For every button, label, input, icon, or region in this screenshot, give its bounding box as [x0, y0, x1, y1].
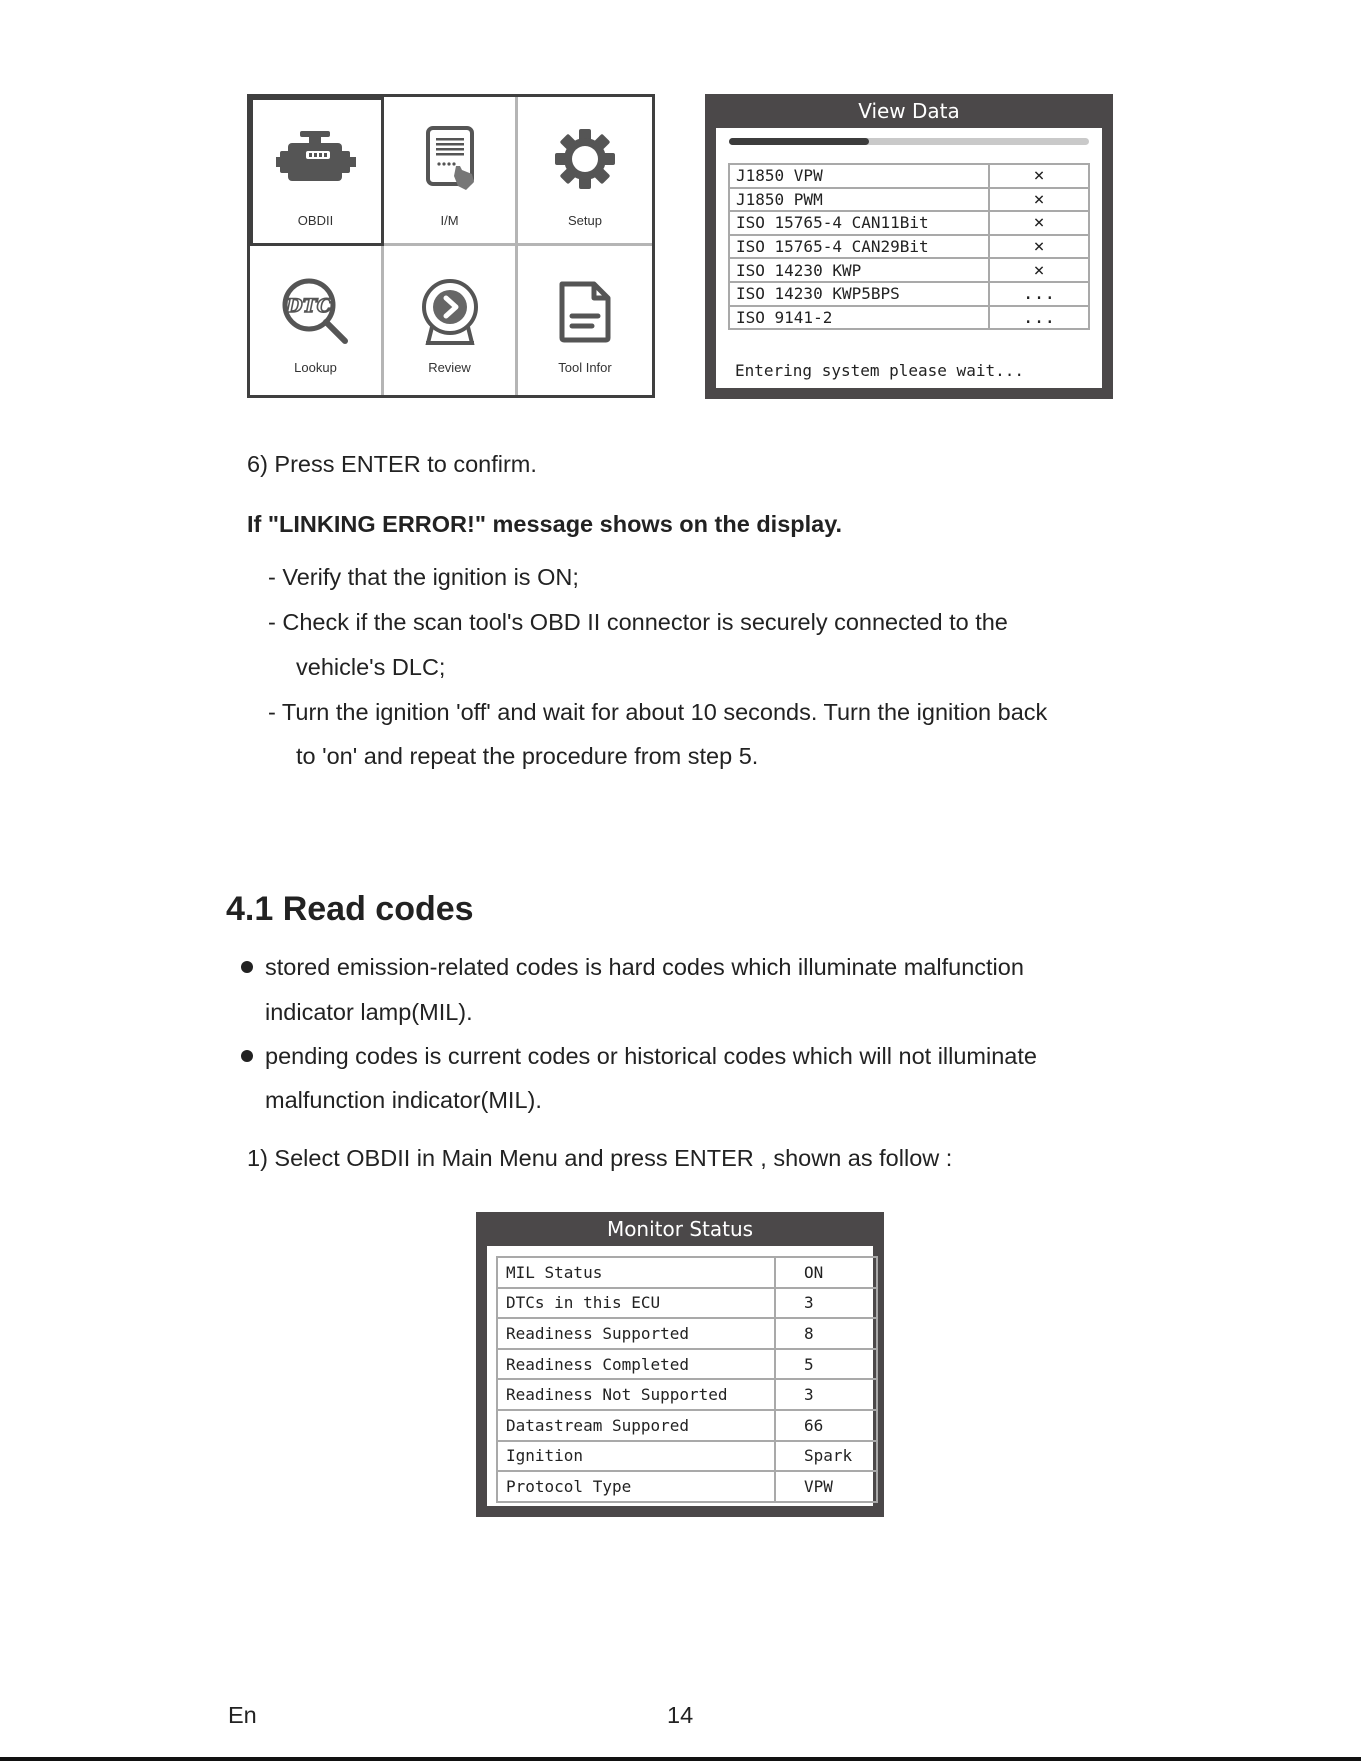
verify-ignition-text: - Verify that the ignition is ON;: [268, 564, 579, 590]
section-heading: 4.1 Read codes: [226, 890, 474, 928]
menu-label: Lookup: [294, 360, 337, 375]
protocol-row: [729, 211, 1089, 235]
linking-error-heading: If "LINKING ERROR!" message shows on the display.: [247, 511, 843, 537]
progress-bar: [729, 138, 1089, 145]
tablet-touch-icon: [410, 123, 490, 195]
monitor-row: [497, 1379, 877, 1410]
monitor-value: 66: [775, 1410, 877, 1441]
protocol-row: [729, 258, 1089, 282]
menu-label: I/M: [440, 213, 459, 228]
bullet-icon: [241, 1050, 253, 1062]
menu-label: Setup: [568, 213, 602, 228]
monitor-label: Readiness Supported: [497, 1318, 775, 1349]
protocol-name: ISO 14230 KWP: [729, 258, 989, 282]
monitor-label: Readiness Completed: [497, 1349, 775, 1380]
monitor-label: Protocol Type: [497, 1471, 775, 1502]
screen-body: [487, 1246, 873, 1506]
screen-title: View Data: [858, 99, 960, 123]
review-play-icon: [410, 276, 490, 348]
screen-title: Monitor Status: [606, 1217, 754, 1241]
step-6-text: 6) Press ENTER to confirm.: [247, 451, 537, 477]
engine-icon: [276, 123, 356, 195]
bottom-rule: [0, 1757, 1361, 1761]
check-connector-text-cont: vehicle's DLC;: [296, 654, 446, 680]
protocol-name: ISO 9141-2: [729, 306, 989, 330]
protocol-row: [729, 282, 1089, 306]
protocol-row: [729, 235, 1089, 259]
protocol-row: [729, 306, 1089, 330]
monitor-row: [497, 1318, 877, 1349]
monitor-status-table: [496, 1256, 878, 1503]
page-number: 14: [667, 1702, 694, 1728]
screen-body: [716, 128, 1102, 388]
monitor-value: ON: [775, 1257, 877, 1288]
dtc-magnifier-icon: [276, 276, 356, 348]
protocol-status: ...: [989, 306, 1089, 330]
monitor-value: Spark: [775, 1441, 877, 1472]
bullet-stored-codes-cont: indicator lamp(MIL).: [265, 999, 473, 1025]
document-icon: [545, 276, 625, 348]
monitor-label: Readiness Not Supported: [497, 1379, 775, 1410]
bullet-icon: [241, 961, 253, 973]
status-message: Entering system please wait...: [735, 361, 1024, 380]
protocol-row: [729, 164, 1089, 188]
view-data-screen: [705, 94, 1113, 399]
progress-fill: [729, 138, 869, 145]
monitor-value: 8: [775, 1318, 877, 1349]
menu-item-obdii[interactable]: [250, 97, 384, 246]
menu-item-tool-infor[interactable]: [518, 246, 652, 395]
turn-ignition-text: - Turn the ignition 'off' and wait for about 10 seconds. Turn the ignition back: [268, 699, 1048, 725]
gear-icon: [545, 123, 625, 195]
protocol-name: ISO 15765-4 CAN29Bit: [729, 235, 989, 259]
protocol-name: ISO 14230 KWP5BPS: [729, 282, 989, 306]
menu-item-im[interactable]: [384, 97, 518, 246]
protocol-status: ×: [989, 235, 1089, 259]
monitor-status-screen: [476, 1212, 884, 1517]
menu-item-setup[interactable]: [518, 97, 652, 246]
protocol-table: [728, 163, 1090, 330]
footer-language: En: [228, 1702, 257, 1728]
monitor-label: Datastream Suppored: [497, 1410, 775, 1441]
protocol-status: ×: [989, 188, 1089, 212]
turn-ignition-text-cont: to 'on' and repeat the procedure from step 5.: [296, 743, 759, 769]
bullet-stored-codes: stored emission-related codes is hard codes which illuminate malfunction: [265, 954, 1024, 980]
protocol-name: J1850 VPW: [729, 164, 989, 188]
menu-label: Tool Infor: [558, 360, 612, 375]
monitor-row: [497, 1441, 877, 1472]
step-1-text: 1) Select OBDII in Main Menu and press ENTER , shown as follow :: [247, 1145, 953, 1171]
menu-label: OBDII: [297, 213, 334, 228]
monitor-value: VPW: [775, 1471, 877, 1502]
monitor-row: [497, 1288, 877, 1319]
monitor-label: Ignition: [497, 1441, 775, 1472]
protocol-status: ×: [989, 258, 1089, 282]
monitor-row: [497, 1349, 877, 1380]
protocol-name: J1850 PWM: [729, 188, 989, 212]
protocol-status: ×: [989, 211, 1089, 235]
svg-text:DTC: DTC: [285, 295, 332, 317]
monitor-value: 5: [775, 1349, 877, 1380]
menu-item-lookup[interactable]: [250, 246, 384, 395]
bullet-pending-codes: pending codes is current codes or historical codes which will not illuminate: [265, 1043, 1037, 1069]
protocol-status: ×: [989, 164, 1089, 188]
monitor-value: 3: [775, 1379, 877, 1410]
menu-label: Review: [428, 360, 471, 375]
monitor-row: [497, 1471, 877, 1502]
monitor-label: DTCs in this ECU: [497, 1288, 775, 1319]
protocol-row: [729, 188, 1089, 212]
protocol-name: ISO 15765-4 CAN11Bit: [729, 211, 989, 235]
monitor-label: MIL Status: [497, 1257, 775, 1288]
bullet-pending-codes-cont: malfunction indicator(MIL).: [265, 1087, 542, 1113]
monitor-row: [497, 1257, 877, 1288]
menu-item-review[interactable]: [384, 246, 518, 395]
monitor-value: 3: [775, 1288, 877, 1319]
protocol-status: ...: [989, 282, 1089, 306]
check-connector-text: - Check if the scan tool's OBD II connector is securely connected to the: [268, 609, 1008, 635]
monitor-row: [497, 1410, 877, 1441]
main-menu-grid: [247, 94, 655, 398]
